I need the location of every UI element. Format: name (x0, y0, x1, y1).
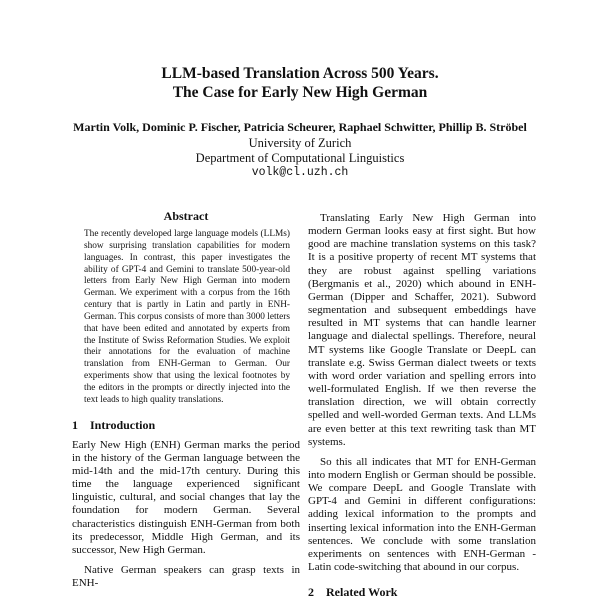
section-number: 1 (72, 417, 78, 432)
paper-title-line-1: LLM-based Translation Across 500 Years. (161, 65, 439, 82)
section-heading-related-work (308, 585, 536, 599)
section-title: Introduction (90, 417, 156, 432)
abstract-heading: Abstract (163, 209, 209, 223)
section-title: Related Work (326, 585, 398, 600)
section-number: 2 (308, 585, 314, 600)
intro-paragraph-2: Native German speakers can grasp texts in ENH- (72, 564, 300, 590)
section-heading-introduction (72, 418, 300, 432)
right-paragraph-1: Translating Early New High German into modern German looks easy at first sight. But how good are machine translation systems on this task? It is a positive property of recent MT systems that they are robust against spelling variations (Bergmanis et al., 2020) which abound in ENH-German (Dipper and Schaffer, 2021). Subword segmentation and subsequent embeddings have resulted in MT systems that can handle learner language and dialectal spellings. Therefore, neural MT systems like Google Translate or DeepL can translate e.g. Swiss German dialect tweets or texts with word order variation and spelling errors into well-formulated English. If we then reverse the translation direction, we will obtain correctly spelled and well-worded German texts. And LLMs are even better at this text rewriting task than MT systems. (308, 212, 536, 448)
intro-paragraph-1: Early New High (ENH) German marks the period in the history of the German language between the mid-14th and the mid-17th century. During this time the language experienced significant linguistic, cultural, and social changes that lay the foundation for modern German. Several characteristics distinguish ENH-German from both its predecessor, Middle High German, and its successor, New High German. (72, 438, 300, 556)
left-column (72, 208, 300, 590)
department: Department of Computational Linguistics (195, 151, 405, 165)
affiliation: University of Zurich (248, 136, 352, 150)
paper-title-line-2: The Case for Early New High German (172, 84, 428, 101)
right-column (308, 208, 536, 606)
right-paragraph-2: So this all indicates that MT for ENH-German into modern English or German should be possible. We compare DeepL and Google Translate with GPT-4 and Gemini in different configurations: adding lexical information to the prompts and inserting lexical information into the ENH-German sentences. We conclude with some translation experiments on sentences with ENH-German - Latin code-switching that abound in our corpus. (308, 455, 536, 574)
author-list: Martin Volk, Dominic P. Fischer, Patricia Scheurer, Raphael Schwitter, Phillip B. Ströbel (73, 120, 527, 134)
abstract-text: The recently developed large language models (LLMs) show surprising translation capabilities for modern languages. In contrast, this paper investigates the ability of GPT-4 and Gemini to translate 500-year-old letters from Early New High German into modern German. We experiment with a corpus from the 16th century that is partly in Latin and partly in ENH-German. This corpus consists of more than 3000 letters that have been edited and annotated by experts from the Institute of Swiss Reformation Studies. We exploit their annotations for the evaluation of machine translation from ENH-German to German. Our experiments show that using the lexical footnotes by the editors in the prompts or directly injected into the text leads to high quality translations. (84, 229, 290, 405)
contact-email: volk@cl.uzh.ch (251, 166, 349, 179)
